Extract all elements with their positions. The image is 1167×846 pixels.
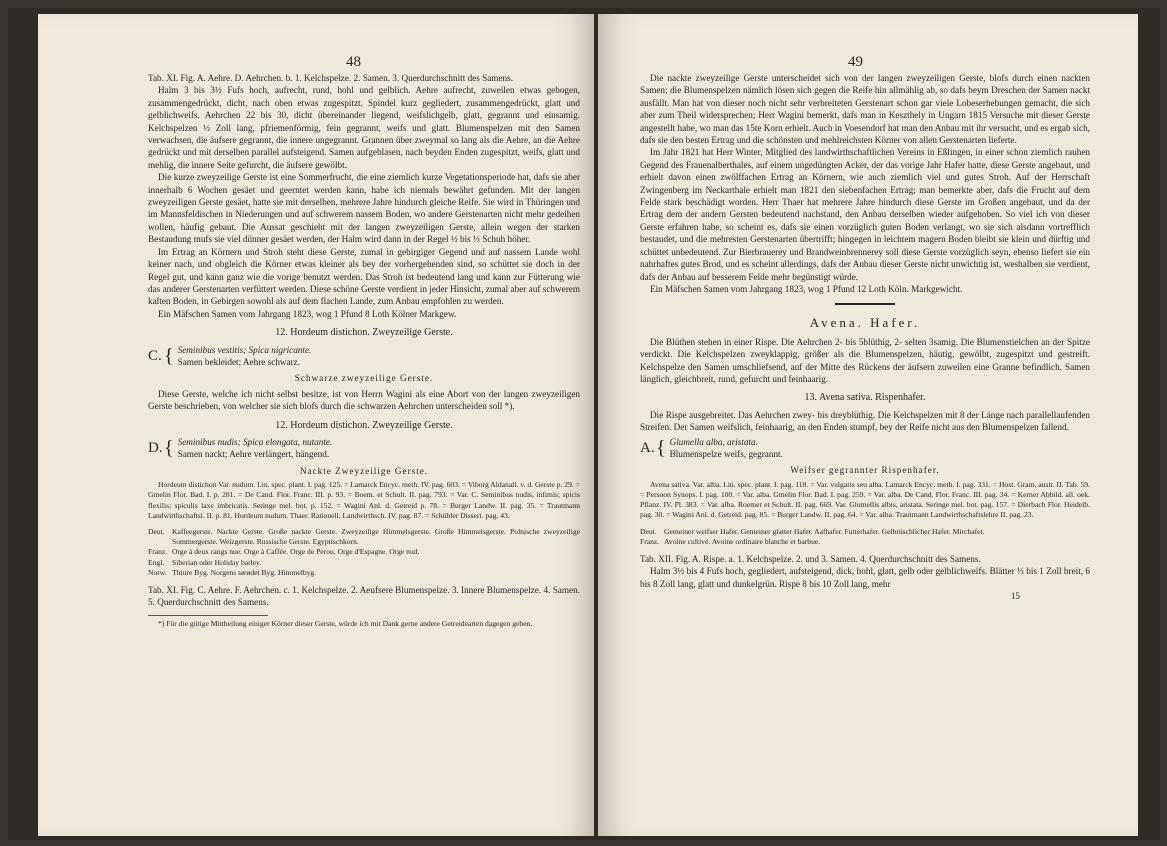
vernacular-names: Franz. Orge à deux rangs nue. Orge à Caffée. Orge de Perou. Orge d'Espagne. Orge nud. <box>148 547 420 557</box>
brace: { <box>164 344 174 367</box>
variety-name: Schwarze zweyzeilige Gerste. <box>294 373 434 384</box>
signature-mark: 15 <box>1010 591 1020 602</box>
paragraph: Ein Mäfschen Samen vom Jahrgang 1823, wog 1 Pfund 12 Loth Köln. Markgewicht. <box>650 283 963 294</box>
right-page-content <box>640 72 1090 603</box>
latin-diagnosis: Seminibus vestitis; Spica nigricante. <box>177 344 312 355</box>
german-diagnosis: Samen bekleidet; Aehre schwarz. <box>177 356 301 367</box>
section-heading: 12. Hordeum distichon. Zweyzeilige Gerste. <box>275 419 453 431</box>
vernacular-names: Norw. Thiure Byg. Norgens tørødet Byg. Himmelbyg. <box>148 567 317 577</box>
variety-name: Weifser gegrannter Rispenhafer. <box>790 465 940 476</box>
footnote: *) Für die gütige Mittheilung einiger Körner dieser Gerste, würde ich mit Dank gerne andere Getreidearten dagegen geben. <box>158 618 533 628</box>
paragraph: Die Blüthen stehen in einer Rispe. Die Aehrchen 2- bis 5blüthig, 2- selten 3samig. Die Blumenstielchen an der Spitze verdickt. Die Kelchspelzen zweyklappig, größer als die Blumenspelzen, häutig, gewölbt, zugespitzt und gestreift. Kelchspelze den Samen umschliefsend, auf der Mitte des Rückens der äufsern zuweilen eine Granne befindlich. Samen länglich, gleichbreit, rund, gefurcht und feinhaarig. <box>640 336 1090 384</box>
variety-name: Nackte Zweyzeilige Gerste. <box>299 465 429 476</box>
diagnosis <box>640 436 1090 461</box>
book-spread <box>8 8 1160 840</box>
paragraph: Die nackte zweyzeilige Gerste unterscheidet sich von der langen zweyzeiligen Gerste, blofs durch einen nackten Samen; die Blumenspelzen nämlich lösen sich gegen die Reife hin allmählig ab, so dafs beym Dreschen der Samen nackt ausfällt. Man hat von dieser noch nicht sehr verbreiteten Gerstenart schon gar viele Lobeserhebungen gemacht, die sich aber zum Theil widersprechen; Herr Wagini bemerkt, dafs man in Keszthely in Ungarn 1815 Versuche mit dieser Gerste angestellt habe, wo man das 15te Korn erhielt. Auch in Voesendorf hat man den Anbau mit ihr versucht, und es ergab sich, dafs sie den besten Ertrag und die schönsten und mehlreichsten Körner von allen Gerstenarten lieferte. <box>640 73 1090 146</box>
paragraph: Die Rispe ausgebreitet. Das Aehrchen zwey- bis dreyblüthig. Die Kelchspelzen mit 8 der Länge nach parallellaufenden Streifen. Der Samen weifslich, feinhaarig, an den Enden stumpf, bey der Reife nicht aus den Blumenspelzen fallend. <box>640 409 1090 433</box>
paragraph: Halm 3½ bis 4 Fufs hoch, gegliedert, aufsteigend, dick, hohl, glatt, gelb oder gelblichweifs. Blätter ⅓ bis 1 Zoll breit, 6 bis 8 Zoll lang, glatt und dunkelgrün. Rispe 8 bis 10 Zoll lang, mehr <box>640 566 1090 589</box>
vernacular-names: Deut. Kaffeegerste. Nackte Gerste. Große nackte Gerste. Zweyzeilige Himmelsgerste. Große Himmelsgerste. Polnische zweyzeilige Sommergerste. Weizgerste. Russische Gerste. Egyptischkorn. <box>148 527 580 547</box>
section-heading: 12. Hordeum distichon. Zweyzeilige Gerste. <box>275 327 453 339</box>
variety-letter: C. <box>148 347 162 364</box>
brace: { <box>164 437 174 460</box>
paragraph: Im Ertrag an Körnern und Stroh steht diese Gerste, zumal in gebirgiger Gegend und auf nassem Lande wohl keiner nach, und obgleich die Körner etwas kleiner als bey der vorhergehenden sind, so schüttet sie doch in der Regel gut, und kann ganz wie die vorige benutzt werden. Das Stroh ist bedeutend lang und kann zur Fütterung wie das anderer Gerstenarten verfüttert werden. Diese schöne Gerste verdient in jeder Hinsicht, zumal aber auf schwerem kalten Boden, in Gebirgen sowohl als auf dem flachen Lande, zum Anbau empfohlen zu werden. <box>148 246 580 307</box>
page-number: 48 <box>346 54 361 70</box>
vernacular-names: Deut. Gemeiner weifser Hafer. Gemeiner glatter Hafer. Aafhafer. Futterhafer. Gelbrüschlicher Hafer. Mirchafer. <box>640 526 985 536</box>
paragraph: Im Jahr 1821 hat Herr Winter, Mitglied des landwirthschaftlichen Vereins in Eßlingen, in einer schon ziemlich rauhen Gegend des Frauenalberthales, auf einem ungedüngten Acker, der das vorige Jahr Hafer hatte, diese Gerste angebaut, und erhielt davon einen zwölffachen Ertrag an Körnern, wie auch ziemlich viel und gutes Stroh. Auf der Herrschaft Zwingenberg im Neckarthale erhielt man 1821 den siebenfachen Ertrag; man bemerkte aber, dafs die Frucht auf dem Felde stark beschädigt worden. Herr Thaer hat mehrere Jahre hindurch diese Gerste im Großen angebaut, und da der Ertrag dem der andern Gersten bedeutend nachstand, den Anbau derselben wieder aufgehoben. So viel ich von dieser Gerste erfahren habe, so scheint es, dafs sie einen vorzüglich guten Boden verlangt, wo sie sich alsdann vortrefflich bestaudet, und die mehresten Gerstenarten übertrifft; hingegen in leichtem magern Boden bleibt sie klein und dürftig und schüttet unbedeutend. Zur Bierbrauerey und Brandweinbrennerey soll diese Gerste vorzüglich seyn, ebenso liefert sie ein nahrhaftes gutes Brod, und es scheint allerdings, dafs der Anbau dieser Gerste nicht unwichtig ist, weshalben sie verdient, dafs der Anbau auf besserem Felde mehr begünstigt würde. <box>640 147 1090 282</box>
page-number: 49 <box>848 54 863 70</box>
variety-letter: A. <box>640 439 655 456</box>
paragraph: Diese Gerste, welche ich nicht selbst besitze, ist von Herrn Wagini als eine Abort von der langen zweyzeiligen Gerste beschrieben, von welcher sie sich blofs durch die schwarzen Aehrchen unterscheiden soll *). <box>148 388 580 412</box>
paragraph: Die kurze zweyzeilige Gerste ist eine Sommerfrucht, die eine ziemlich kurze Vegetationsperiode hat, dafs sie aber innerhalb 6 Wochen gesäet und geerntet werden kann, habe ich niemals bewährt gefunden. Mit der langen zweyzeiligen Gerste gesäet, hatte sie mit derselben, mehrere Jahre hindurch gleiche Reife. Sie wird in Thüringen und im Mannsfeldischen in Niederungen und auf schwerem nassem Boden, wo andere Gerstenarten nicht mehr gedeihen wollen, häufig gebaut. Die Aussat geschieht mit der langen zweyzeiligen Gerste, allein wegen der starken Bestaudung mufs sie viel dünner gesäet werden, der Halm wird dann in der Regel ½ bis ⅓ Schuh höher. <box>148 172 580 245</box>
divider <box>835 303 895 305</box>
genus-heading: Avena. Hafer. <box>809 315 921 331</box>
paragraph: Halm 3 bis 3½ Fufs hoch, aufrecht, rund, hohl und gelblich. Aehre aufrecht, zuweilen etwas gebogen, zusammengedrückt, dicht, nach oben etwas zugespitzt. Spindel kurz gegliedert, zusammengedrückt, glatt und gelblichweifs. Aehrchen 22 bis 30, dicht übereinander liegend, weifslichgelb, glatt, gegrannt und einsamig. Kelchspelzen ½ Zoll lang, pfriemenförmig, fein gegrannt, weifs und glatt. Blumenspelzen mit den Samen verwachsen, die äufsere gegrannt, die innere ungegrannt. Grannen über zweymal so lang als die Aehre, an die Aehre gedrückt und mit derselben parallel aufsteigend. Samen aufgeblasen, nach beyden Enden zugespitzt, weifs, glatt und mehlig, die innere Seite gefurcht, die äufsere gewölbt. <box>148 85 580 170</box>
left-page-content <box>148 72 580 629</box>
vernacular-names: Franz. Avoine cultivé. Avoine ordinaire blanche et barbue. <box>640 536 821 546</box>
brace: { <box>656 436 666 459</box>
right-page <box>598 14 1138 836</box>
latin-diagnosis: Glumella alba, aristata. <box>669 436 758 447</box>
section-heading: 13. Avena sativa. Rispenhafer. <box>804 392 926 404</box>
synonymy: Avena sativa. Var. alba. Lin. spec. plant. I. pag. 118. = Var. vulgaris seu alba. Lamarck Encyc. meth. I. pag. 331. = Host. Gram. austr. II. Tab. 59. = Persoon Synops. I. pag. 100. = Var. alba. Gmelin Flor. Bad. I. pag. 259. = Var. alba. De Cand. Flor. Franc. III. pag. 34. = Kerner Abbild. all. oek. Pflanz. IV. Pl. 383. = Var. alba. Roemer et Schult. II. pag. 669. Var. Glumellis albis, aristata. Seringe mel. bot. pag. 157. = Dierbach Flor. Heidelb. pag. 30. = Wagini Anl. d. Getreid. pag. 85. = Burger Landw. II. pag. 64. = Var. alba. Trautmann Landwirthschaftslehre II. pag. 23. <box>640 479 1090 520</box>
german-diagnosis: Samen nackt; Aehre verlängert, hängend. <box>177 449 330 460</box>
left-page <box>38 14 594 836</box>
plate-caption: Tab. XI. Fig. C. Aehre. F. Aehrchen. c. 1. Kelchspelze. 2. Aeufsere Blumenspelze. 3. Innere Blumenspelze. 4. Samen. 5. Querdurchschnitt des Samens. <box>148 585 580 608</box>
plate-caption: Tab. XI. Fig. A. Aehre. D. Aehrchen. b. 1. Kelchspelze. 2. Samen. 3. Querdurchschnitt des Samens. <box>148 73 513 83</box>
vernacular-names: Engl. Siberian oder Holiday barley. <box>148 557 262 567</box>
plate-caption: Tab. XII. Fig. A. Rispe. a. 1. Kelchspelze. 2. und 3. Samen. 4. Querdurchschnitt des Samens. <box>640 554 981 564</box>
german-diagnosis: Blumenspelze weifs, gegrannt. <box>669 448 783 459</box>
latin-diagnosis: Seminibus nudis; Spica elongata, nutante. <box>177 436 333 447</box>
diagnosis <box>148 344 580 369</box>
synonymy: Hordeum distichon Var. nudum. Lin. spec. plant. I. pag. 125. = Lamarck Encyc. meth. IV. pag. 603. = Viborg Aldanall. v. d. Gerste p. 29. = Gmelin Flor. Bad. I. p. 281. = De Cand. Flor. Franc. III. p. 93. = Boem. et Schult. II. pag. 793. = Var. C. Seminibus nudis, infimis; spicis flexilis; spiculis laxe imbricatis. Seringe mel. bot. p. 152. = Wagini Anl. d. Getreid p. 78. = Burger Landw. II. pag. 35. = Trautmann Landwirthschaftsl. II. p. 81. Hordeum nudum. Thaer. Rationell. Landwirthsch. IV. pag. 87. = Schübler Dissert. pag. 43. <box>148 480 580 520</box>
paragraph: Ein Mäfschen Samen vom Jahrgang 1823, wog 1 Pfund 8 Loth Kölner Markgew. <box>158 308 457 319</box>
variety-letter: D. <box>148 440 163 457</box>
diagnosis <box>148 436 580 461</box>
